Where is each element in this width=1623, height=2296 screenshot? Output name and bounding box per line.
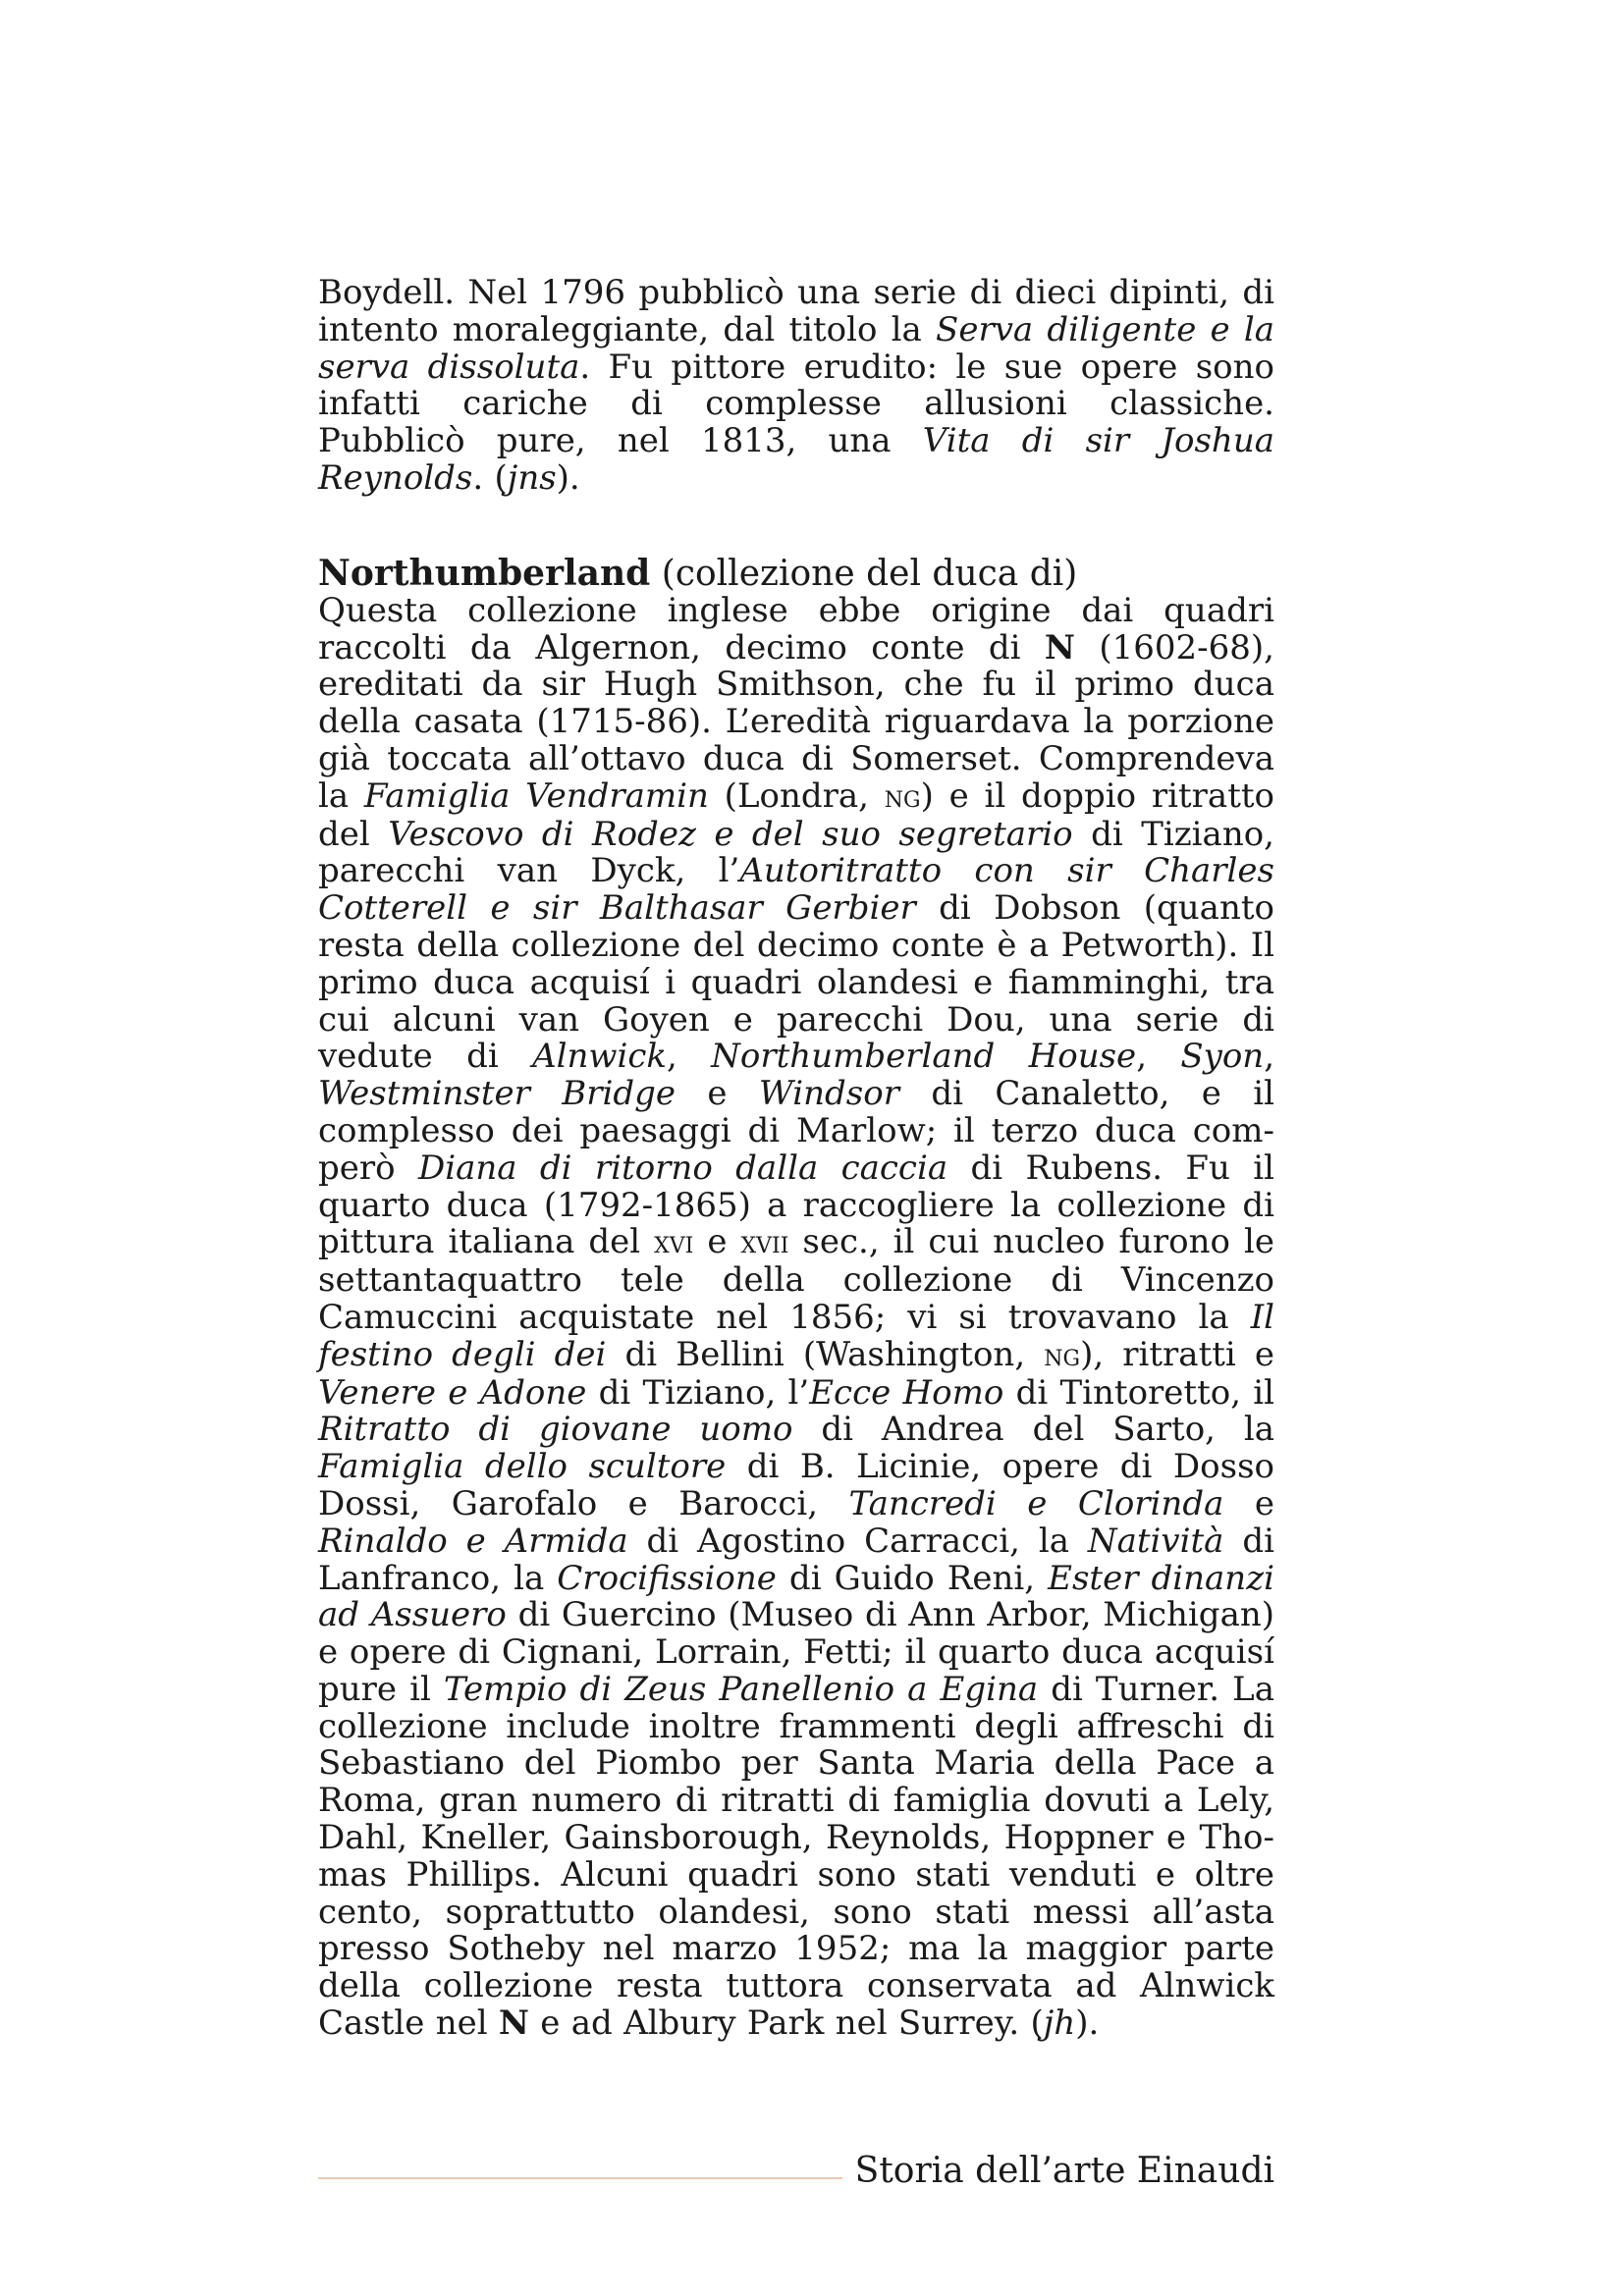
text-run: di Agostino Carracci, la	[627, 1521, 1088, 1561]
continuation-paragraph	[318, 275, 1274, 498]
italic-title: Syon	[1180, 1037, 1265, 1077]
text-run: di Guido Reni,	[776, 1558, 1049, 1598]
small-caps-abbreviation: xvi	[654, 1225, 694, 1261]
text-run: ,	[1136, 1037, 1181, 1077]
small-caps-abbreviation: xvii	[740, 1225, 789, 1261]
italic-title: Autoritratto con sir Charles Cotterell e sir Balthasar Gerbier	[318, 851, 1274, 929]
italic-title: Natività	[1087, 1521, 1224, 1561]
text-run: di Guercino (Museo di Ann Arbor, Michigan) e opere di Cignani, Lorrain, Fetti; il quarto duca acquisí pure il	[318, 1595, 1274, 1709]
italic-title: Windsor	[758, 1074, 899, 1114]
italic-title: Diana di ritorno dalla caccia	[417, 1148, 948, 1188]
text-run: (1602-68), ereditati da sir Hugh Smithson, che fu il primo duca della casata (1715-86). L’eredità riguardava la porzione già toccata all’ottavo duca di Somerset. Comprendeva la	[318, 627, 1274, 816]
text-run: (Londra,	[708, 775, 885, 816]
text-run: di Lanfranco, la	[318, 1521, 1274, 1598]
text-run: ).	[556, 457, 580, 498]
text-run: di Tintoretto, il	[1003, 1372, 1275, 1413]
entry-body-paragraph	[318, 590, 1275, 2044]
page-body	[318, 275, 1274, 2043]
italic-title: Il festino degli dei	[318, 1297, 1274, 1374]
footer-publisher: Storia dell’arte Einaudi	[854, 2151, 1274, 2191]
text-run: . Fu pittore erudito: le sue opere sono infatti cariche di complesse allusioni classiche. Pubblicò pure, nel 1813, una	[318, 347, 1274, 461]
text-run: di Tiziano, l’	[586, 1372, 810, 1413]
text-run: e	[1223, 1483, 1274, 1523]
italic-title: Ester dinanzi ad Assuero	[318, 1558, 1274, 1635]
text-run: ) e il doppio ritratto del	[318, 775, 1275, 854]
text-run: di Canaletto, e il complesso dei paesaggi di Marlow; il terzo duca comperò	[318, 1074, 1274, 1188]
text-run: Boydell. Nel 1796 pubblicò una serie di dieci dipinti, di intento moraleggiante, dal titolo la	[318, 273, 1274, 349]
author-initials: jns	[507, 457, 557, 498]
footer-rule	[318, 2177, 842, 2179]
text-run: di B. Licinie, opere di Dosso Dossi, Garofalo e Barocci,	[318, 1447, 1274, 1523]
text-run: ).	[1075, 2003, 1100, 2044]
text-run: di Rubens. Fu il quarto duca (1792-1865) a raccogliere la collezione di pittura italiana del	[318, 1148, 1274, 1262]
italic-title: Vescovo di Rodez e del suo segretario	[388, 814, 1073, 854]
small-caps-abbreviation: ng	[1044, 1337, 1081, 1373]
text-run: ,	[667, 1037, 712, 1077]
bold-abbreviation: N	[1044, 627, 1075, 667]
small-caps-abbreviation: ng	[884, 778, 921, 815]
italic-title: Westminster Bridge	[318, 1074, 676, 1114]
text-run: di Turner. La collezione include inoltre frammenti degli affreschi di Sebastiano del Piombo per Santa Maria della Pace a Roma, gran numero di ritratti di famiglia dovuti a Lely, Dahl, Kneller, Gainsborough, Reynolds, Hoppner e Thomas Phillips. Alcuni quadri sono stati venduti e oltre cento, soprattutto olandesi, sono stati messi all’asta presso Sotheby nel marzo 1952; ma la maggior parte della collezione resta tuttora conservata ad Alnwick Castle nel	[318, 1669, 1274, 2044]
text-run: di Tiziano, parecchi van Dyck, l’	[318, 814, 1274, 891]
text-run: . (	[472, 457, 508, 498]
italic-title: Vita di sir Joshua Reynolds	[318, 421, 1274, 498]
text-run: ), ritratti e	[1080, 1334, 1274, 1374]
text-run: e	[676, 1074, 759, 1114]
entry-qualifier: (collezione del duca di)	[650, 553, 1078, 594]
text-run: di Andrea del Sarto, la	[792, 1410, 1275, 1450]
italic-title: Serva diligente e la serva dissoluta	[318, 309, 1274, 387]
italic-title: Tempio di Zeus Panellenio a Egina	[443, 1669, 1039, 1709]
italic-title: Rinaldo e Armida	[318, 1521, 628, 1561]
text-run: e ad Albury Park nel Surrey. (	[528, 2003, 1044, 2044]
text-run: ,	[1264, 1037, 1275, 1077]
text-run: sec., il cui nucleo furono le settantaquattro tele della collezione di Vincenzo Camuccini acquistate nel 1856; vi si trovavano la	[318, 1222, 1274, 1337]
italic-title: Ecce Homo	[809, 1372, 1004, 1413]
italic-title: jh	[1043, 2003, 1076, 2044]
text-run: di Dobson (quanto resta della collezione del decimo conte è a Petworth). Il primo duca acquisí i quadri olandesi e fiamminghi, tra cui alcuni van Goyen e parecchi Dou, una serie di vedute di	[318, 888, 1274, 1077]
italic-title: Ritratto di giovane uomo	[318, 1410, 793, 1450]
italic-title: Crocifissione	[557, 1558, 777, 1598]
italic-title: Famiglia dello scultore	[318, 1447, 727, 1487]
entry-headword: Northumberland	[318, 552, 651, 594]
italic-title: Venere e Adone	[318, 1372, 587, 1413]
italic-title: Famiglia Vendramin	[363, 775, 709, 816]
text-run: di Bellini (Washington,	[606, 1334, 1045, 1374]
text-run: e	[693, 1222, 741, 1262]
text-run: Questa collezione inglese ebbe origine dai quadri raccolti da Algernon, decimo conte di	[318, 590, 1274, 667]
italic-title: Northumberland House	[711, 1037, 1137, 1077]
entry-heading	[318, 552, 1274, 594]
bold-abbreviation: N	[498, 2003, 529, 2044]
italic-title: Tancredi e Clorinda	[848, 1483, 1224, 1523]
italic-title: Alnwick	[532, 1037, 668, 1077]
